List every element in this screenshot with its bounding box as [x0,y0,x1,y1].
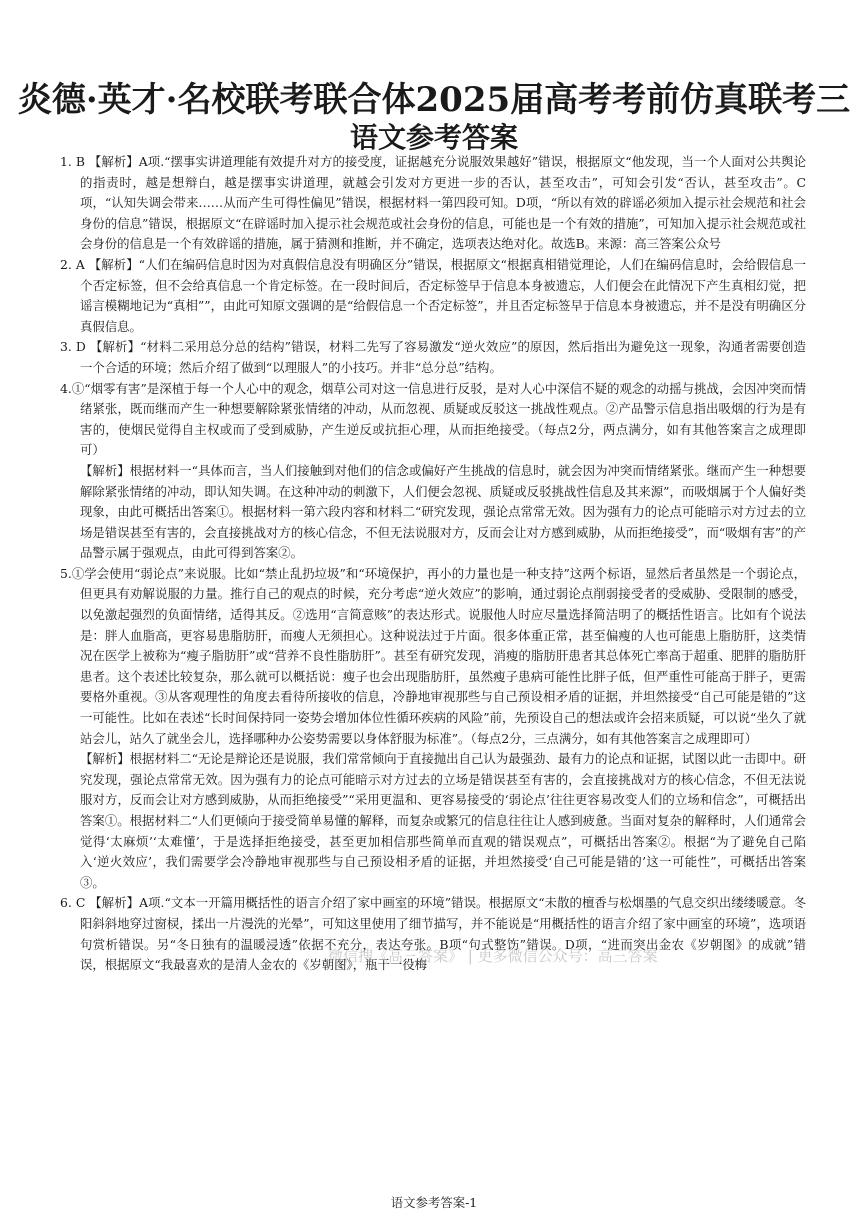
answer-analysis-4: 【解析】根据材料一“具体而言，当人们接触到对他们的信念或偏好产生挑战的信息时，就会因为冲突而情绪紧张。继而产生一种想要解除紧张情绪的冲动，即认知失调。在这种冲动的刺激下，人们便会忽视、质疑或反驳挑战性信息及其来源”，而吸烟属于个人偏好类现象，由此可概括出答案①。根据材料一第六段内容和材料二“研究发现，强论点常常无效。因为强有力的论点可能暗示对方过去的立场是错误甚至有害的，会直接挑战对方的核心信念，不但无法说服对方，反而会让对方感到威胁，从而拒绝接受”，而“吸烟有害”的产品警示属于强观点，由此可得到答案②。 [80,462,806,561]
answer-item-6: 6. C 【解析】A项.“文本一开篇用概括性的语言介绍了家中画室的环境”错误。根据原文“未散的檀香与松烟墨的气息交织出缕缕暖意。冬阳斜斜地穿过窗棂，揉出一片漫洗的光晕”，可知这里使用了细节描写，并不能说是“用概括性的语言介绍了家中画室的环境”，选项语句赏析错误。另“冬日独有的温暖浸透”依据不充分，表达夸张。B项“句式整饬”错误。D项，“进而突出金农《岁朝图》的成就”错误，根据原文“我最喜欢的是清人金农的《岁朝图》，瓶干一役梅 [60,895,806,973]
answer-item-2: 2. A 【解析】“人们在编码信息时因为对真假信息没有明确区分”错误，根据原文“根据真相错觉理论，人们在编码信息时，会给假信息一个否定标签，但不会给真信息一个肯定标签。在一段时间后，否定标签早于信息本身被遗忘，人们便会在此情况下产生真相幻觉，把谣言模糊地记为“真相””，由此可知原文强调的是“给假信息一个否定标签”，并且否定标签早于信息本身被遗忘，并不是没有明确区分真假信息。 [60,256,806,334]
answer-item-4: 4.①“烟零有害”是深植于每一个人心中的观念，烟草公司对这一信息进行反驳，是对人心中深信不疑的观念的动摇与挑战，会因冲突而情绪紧张，既而继而产生一种想要解除紧张情绪的冲动，从而忽视、质疑或反驳这一挑战性观点。②产品警示信息指出吸烟的行为是有害的，使烟民觉得自主权或而了受到威胁，产生逆反或抗拒心理，从而拒绝接受。（每点2分，两点满分，如有其他答案言之成理即可） [60,380,806,458]
answer-analysis-5: 【解析】根据材料二“无论是辩论还是说服，我们常常倾向于直接抛出自己认为最强劲、最有力的论点和证据，试图以此一击即中。研究发现，强论点常常无效。因为强有力的论点可能暗示对方过去的立场是错误甚至有害的，会直接挑战对方的核心信念，不但无法说服对方，反而会让对方感到威胁，从而拒绝接受”“采用更温和、更容易接受的‘弱论点’往往更容易改变人们的立场和信念”，可概括出答案①。根据材料二“人们更倾向于接受简单易懂的解释，而复杂或繁冗的信息往往让人感到疲惫。当面对复杂的解释时，人们通常会觉得‘太麻烦’‘太难懂’，于是选择拒绝接受，甚至更加相信那些简单而直观的错误观点”，可概括出答案②。根据“为了避免自己陷入‘逆火效应’，我们需要学会冷静地审视那些与自己预设相矛盾的证据，并坦然接受‘自己可能是错的’这一可能性”，可概括出答案③。 [80,751,806,890]
page-footer: 语文参考答案-1 [390,1195,478,1210]
answer-item-1: 1. B 【解析】A项.“摆事实讲道理能有效提升对方的接受度，证据越充分说服效果越好”错误，根据原文“他发现，当一个人面对公共舆论的指责时，越是想辩白，越是摆事实讲道理，就越会引发对方更进一步的否认，甚至攻击”，可知会引发“否认，甚至攻击”。C项，“认知失调会带来……从而产生可得性偏见”错误，根据材料一第四段可知。D项，“所以有效的辟谣必须加入提示社会规范和社会身份的信息”错误，根据原文“在辟谣时加入提示社会规范或社会身份的信息，可能也是一个有效的措施”，可知加入提示社会规范或社会身份的信息是一个有效辟谣的措施，属于猜测和推断，并不确定，选项表达绝对化。故选B。来源：高三答案公众号 [60,154,806,252]
answer-body [60,152,806,976]
answer-item-3: 3. D 【解析】“材料二采用总分总的结构”错误，材料二先写了容易激发“逆火效应”的原因，然后指出为避免这一现象，沟通者需要创造一个合适的环境；然后介绍了做到“以理服人”的小技巧。并非“总分总”结构。 [60,339,806,375]
answer-item-5: 5.①学会使用“弱论点”来说服。比如“禁止乱扔垃圾”和“环境保护，再小的力量也是一种支持”这两个标语，显然后者虽然是一个弱论点，但更具有劝解说服的力量。推行自己的观点的时候，充分考虑“逆火效应”的影响，通过弱论点削弱接受者的受威胁、受限制的感受，以免激起强烈的负面情绪，适得其反。②选用“言简意赅”的表达形式。说服他人时应尽量选择简洁明了的概括性语言。比如有个说法是：胖人血脂高，更容易患脂肪肝，而瘦人无须担心。这种说法过于片面。很多体重正常，甚至偏瘦的人也可能患上脂肪肝，这类情况在医学上被称为“瘦子脂肪肝”或“营养不良性脂肪肝”。甚至有研究发现，消瘦的脂肪肝患者其总体死亡率高于超重、肥胖的脂肪肝患者。这个表述比较复杂，那么就可以概括说：瘦子也会出现脂肪肝，虽然瘦子患病可能性比胖子低，但严重性可能高于胖子，更需要格外重视。③从客观理性的角度去看待所接收的信息，冷静地审视那些与自己预设相矛盾的证据，并坦然接受“自己可能是错的”这一可能性。比如在表述“长时间保持同一姿势会增加体位性循环疾病的风险”前，先预设自己的想法或许会招来质疑，可以说“坐久了就站会儿，站久了就坐会儿，选择哪种办公姿势需要以身体舒服为标准”。（每点2分，三点满分，如有其他答案言之成理即可） [60,565,806,746]
document-subtitle: 语文参考答案 [349,121,518,154]
exam-title: 炎德·英才·名校联考联合体2025届高考考前仿真联考三 [17,80,851,120]
watermark: 微信搜《高三答案》 | 更多微信公众号：高三答案 [328,947,658,965]
